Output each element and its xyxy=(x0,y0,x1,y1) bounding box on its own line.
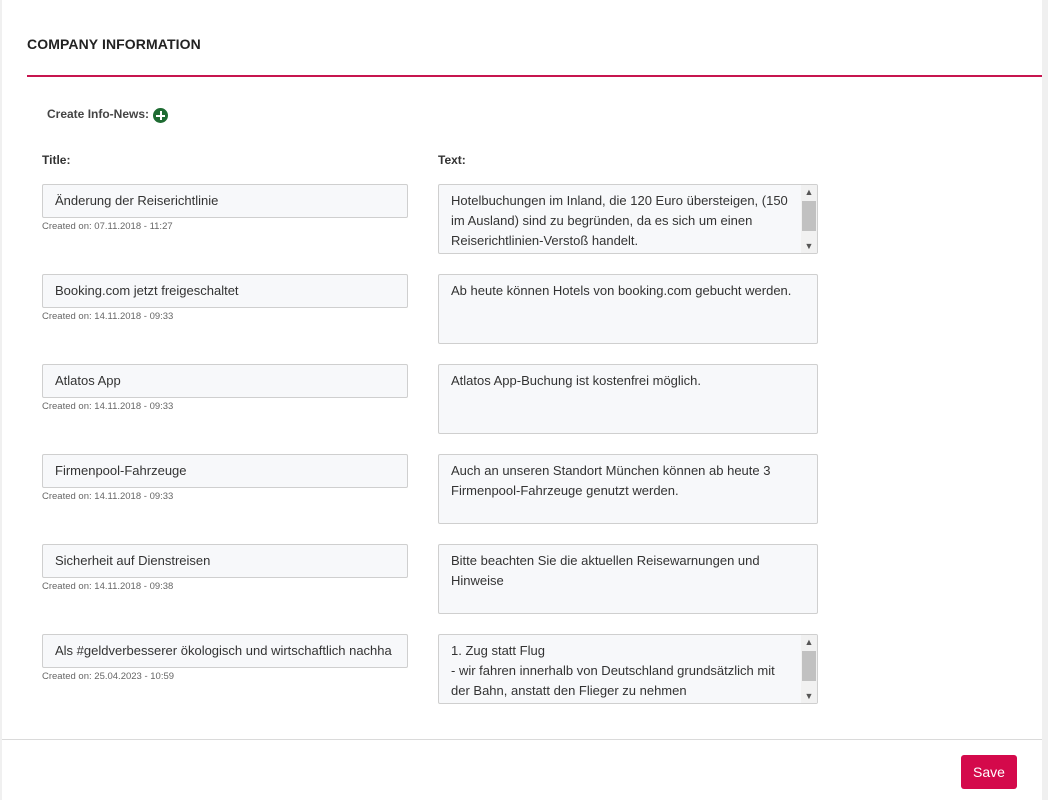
news-text: Bitte beachten Sie die aktuellen Reisewarnungen und Hinweise xyxy=(451,553,760,588)
title-column-label: Title: xyxy=(42,153,71,167)
news-text-area[interactable] xyxy=(438,364,818,434)
news-text-area[interactable] xyxy=(438,544,818,614)
created-date: Created on: 07.11.2018 - 11:27 xyxy=(42,221,173,232)
chevron-down-icon[interactable]: ▼ xyxy=(804,691,814,701)
plus-circle-icon[interactable] xyxy=(153,108,168,123)
news-title-input[interactable]: Änderung der Reiserichtlinie xyxy=(42,184,408,218)
news-text: Auch an unseren Standort München können ab heute 3 Firmenpool-Fahrzeuge genutzt werden. xyxy=(451,463,771,498)
scroll-thumb[interactable] xyxy=(802,651,816,681)
created-date: Created on: 25.04.2023 - 10:59 xyxy=(42,671,175,682)
news-item xyxy=(42,544,822,624)
panel-header xyxy=(27,36,201,54)
chevron-up-icon[interactable]: ▲ xyxy=(804,187,814,197)
create-info-news-label: Create Info-News: xyxy=(47,107,150,121)
news-text-area[interactable] xyxy=(438,454,818,524)
created-date: Created on: 14.11.2018 - 09:33 xyxy=(42,311,174,322)
news-text-area[interactable] xyxy=(438,184,818,254)
scroll-thumb[interactable] xyxy=(802,201,816,231)
news-item xyxy=(42,634,822,714)
news-text-line: - wir fahren innerhalb von Deutschland grundsätzlich mit der Bahn, anstatt den Flieger zu nehmen xyxy=(451,663,775,698)
header-divider xyxy=(27,75,1042,77)
news-title-input[interactable]: Sicherheit auf Dienstreisen xyxy=(42,544,408,578)
news-item xyxy=(42,364,822,444)
news-text-area[interactable] xyxy=(438,634,818,704)
text-scrollbar[interactable] xyxy=(801,635,817,703)
text-column-label: Text: xyxy=(438,153,466,167)
news-item xyxy=(42,184,822,264)
chevron-up-icon[interactable]: ▲ xyxy=(804,637,814,647)
news-text-line: 1. Zug statt Flug xyxy=(451,643,545,658)
news-title-input[interactable]: Firmenpool-Fahrzeuge xyxy=(42,454,408,488)
save-button[interactable]: Save xyxy=(961,755,1017,789)
news-title-input[interactable]: Atlatos App xyxy=(42,364,408,398)
news-text: Ab heute können Hotels von booking.com gebucht werden. xyxy=(451,283,792,298)
news-title-input[interactable]: Booking.com jetzt freigeschaltet xyxy=(42,274,408,308)
text-scrollbar[interactable] xyxy=(801,185,817,253)
company-information-panel xyxy=(2,0,1042,800)
news-title-input[interactable]: Als #geldverbesserer ökologisch und wirtschaftlich nachha xyxy=(42,634,408,668)
created-date: Created on: 14.11.2018 - 09:38 xyxy=(42,581,174,592)
create-info-news-row xyxy=(47,105,168,123)
news-item xyxy=(42,274,822,354)
created-date: Created on: 14.11.2018 - 09:33 xyxy=(42,491,174,502)
created-date: Created on: 14.11.2018 - 09:33 xyxy=(42,401,174,412)
news-text: Atlatos App-Buchung ist kostenfrei möglich. xyxy=(451,373,702,388)
chevron-down-icon[interactable]: ▼ xyxy=(804,241,814,251)
page-title: COMPANY INFORMATION xyxy=(27,36,201,52)
news-text-area[interactable] xyxy=(438,274,818,344)
footer-divider xyxy=(2,739,1042,740)
news-text: Hotelbuchungen im Inland, die 120 Euro übersteigen, (150 im Ausland) sind zu begründen, da es sich um einen Reiserichtlinien-Verstoß handelt. xyxy=(451,193,788,248)
news-item xyxy=(42,454,822,534)
